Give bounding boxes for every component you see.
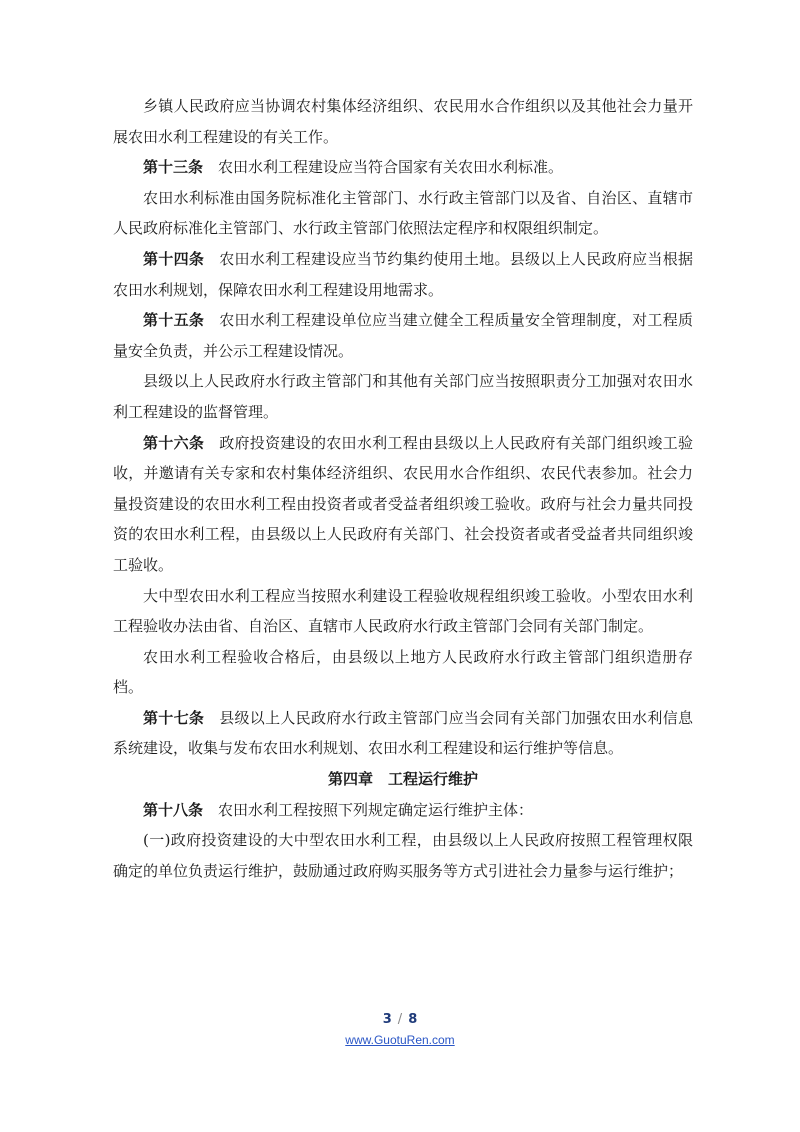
chapter-title: 工程运行维护 [388, 770, 479, 789]
chapter-number: 第四章 [327, 770, 373, 789]
article-17: 第十七条 县级以上人民政府水行政主管部门应当会同有关部门加强农田水利信息系统建设，收集与发布农田水利规划、农田水利工程建设和运行维护等信息。 [113, 708, 693, 758]
article-13: 第十三条 农田水利工程建设应当符合国家有关农田水利标准。 [143, 158, 564, 177]
paragraph: (一)政府投资建设的大中型农田水利工程，由县级以上人民政府按照工程管理权限确定的单位负责运行维护，鼓励通过政府购买服务等方式引进社会力量参与运行维护； [113, 831, 693, 880]
website-link[interactable]: www.GuotuRen.com [345, 1033, 455, 1047]
article-heading: 第十四条 [143, 249, 205, 268]
document-body [113, 91, 693, 886]
page-total: 8 [408, 1012, 418, 1027]
paragraph: 农田水利标准由国务院标准化主管部门、水行政主管部门以及省、自治区、直辖市人民政府标准化主管部门、水行政主管部门依照法定程序和权限组织制定。 [113, 188, 693, 238]
article-heading: 第十五条 [143, 311, 205, 330]
article-15: 第十五条 农田水利工程建设单位应当建立健全工程质量安全管理制度，对工程质量安全负责，并公示工程建设情况。 [113, 311, 693, 360]
paragraph: 县级以上人民政府水行政主管部门和其他有关部门应当按照职责分工加强对农田水利工程建设的监督管理。 [113, 372, 693, 421]
article-18: 第十八条 农田水利工程按照下列规定确定运行维护主体： [143, 800, 534, 819]
paragraph: 农田水利工程验收合格后，由县级以上地方人民政府水行政主管部门组织造册存档。 [113, 647, 693, 697]
chapter-heading [113, 764, 693, 795]
article-heading: 第十三条 [143, 158, 204, 177]
paragraph: 大中型农田水利工程应当按照水利建设工程验收规程组织竣工验收。小型农田水利工程验收办法由省、自治区、直辖市人民政府水行政主管部门会同有关部门制定。 [113, 586, 693, 636]
article-16: 第十六条 政府投资建设的农田水利工程由县级以上人民政府有关部门组织竣工验收，并邀请有关专家和农村集体经济组织、农民用水合作组织、农民代表参加。社会力量投资建设的农田水利工程由投资者或者受益者组织竣工验收。政府与社会力量共同投资的农田水利工程，由县级以上人民政府有关部门、社会投资者或者受益者共同组织竣工验收。 [113, 433, 693, 574]
page-current: 3 [382, 1012, 392, 1027]
page-number [0, 1012, 800, 1027]
article-heading: 第十七条 [143, 708, 205, 727]
page-separator: / [397, 1012, 403, 1027]
article-heading: 第十六条 [143, 433, 205, 452]
paragraph: 乡镇人民政府应当协调农村集体经济组织、农民用水合作组织以及其他社会力量开展农田水利工程建设的有关工作。 [113, 97, 693, 146]
article-heading: 第十八条 [143, 800, 204, 819]
article-14: 第十四条 农田水利工程建设应当节约集约使用土地。县级以上人民政府应当根据农田水利规划，保障农田水利工程建设用地需求。 [113, 249, 693, 299]
